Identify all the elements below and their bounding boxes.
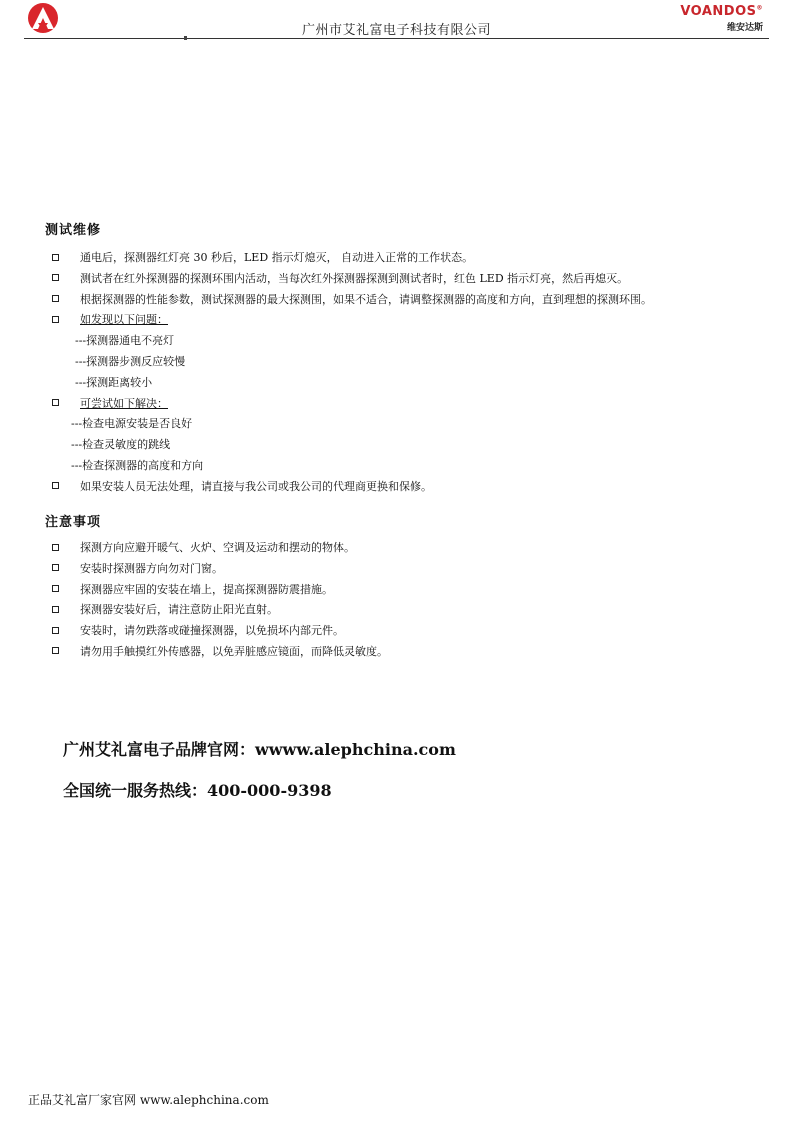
checkbox-bullet-icon bbox=[52, 606, 59, 613]
company-header-title: 广州市艾礼富电子科技有限公司 bbox=[301, 23, 491, 38]
problem-item: ---探测器通电不亮灯 bbox=[75, 334, 175, 348]
list-item: 请勿用手触摸红外传感器，以免弄脏感应镜面，而降低灵敏度。 bbox=[52, 642, 388, 663]
solution-item: ---检查探测器的高度和方向 bbox=[71, 458, 204, 472]
problem-item: ---探测器步测反应较慢 bbox=[75, 354, 186, 368]
footer-website-note: 正品艾礼富厂家官网 www.alephchina.com bbox=[28, 1093, 269, 1107]
service-hotline-line: 全国统一服务热线：400-000-9398 bbox=[63, 781, 332, 800]
checkbox-bullet-icon bbox=[52, 399, 59, 406]
solution-item: ---检查电源安装是否良好 bbox=[71, 417, 193, 431]
checkbox-bullet-icon bbox=[52, 316, 59, 323]
list-item: 如果安装人员无法处理，请直接与我公司或我公司的代理商更换和保修。 bbox=[52, 477, 652, 498]
brand-logo bbox=[680, 4, 763, 33]
checkbox-bullet-icon bbox=[52, 544, 59, 551]
list-item: 可尝试如下解决： bbox=[52, 394, 652, 415]
list-item: 探测方向应避开暖气、火炉、空调及运动和摆动的物体。 bbox=[52, 538, 388, 559]
checkbox-bullet-icon bbox=[52, 482, 59, 489]
notes-heading: 注意事项 bbox=[45, 515, 102, 530]
official-website-line: 广州艾礼富电子品牌官网：wwww.alephchina.com bbox=[63, 740, 456, 759]
list-item: 探测器安装好后，请注意防止阳光直射。 bbox=[52, 600, 388, 621]
checkbox-bullet-icon bbox=[52, 295, 59, 302]
checkbox-bullet-icon bbox=[52, 254, 59, 261]
list-item: 根据探测器的性能参数，测试探测器的最大探测围，如果不适合，请调整探测器的高度和方向，直到理想的探测环围。 bbox=[52, 290, 652, 311]
list-item: 安装时，请勿跌落或碰撞探测器，以免损坏内部元件。 bbox=[52, 621, 388, 642]
checkbox-bullet-icon bbox=[52, 274, 59, 281]
list-item: 如发现以下问题： bbox=[52, 310, 652, 331]
header-divider-mark bbox=[184, 36, 187, 40]
problem-item: ---探测距离较小 bbox=[75, 375, 153, 389]
solution-item: ---检查灵敏度的跳线 bbox=[71, 438, 171, 452]
brand-subtitle: 维安达斯 bbox=[726, 23, 763, 33]
testing-heading: 测试维修 bbox=[45, 223, 102, 238]
list-item: 安装时探测器方向勿对门窗。 bbox=[52, 559, 388, 580]
list-item: 通电后，探测器红灯亮 30 秒后，LED 指示灯熄灭， 自动进入正常的工作状态。 bbox=[52, 248, 652, 269]
checkbox-bullet-icon bbox=[52, 627, 59, 634]
checkbox-bullet-icon bbox=[52, 585, 59, 592]
notes-list bbox=[52, 538, 388, 663]
checkbox-bullet-icon bbox=[52, 564, 59, 571]
list-item: 测试者在红外探测器的探测环围内活动，当每次红外探测器探测到测试者时，红色 LED 指示灯亮，然后再熄灭。 bbox=[52, 269, 652, 290]
brand-name: VOANDOS® bbox=[680, 4, 763, 19]
checkbox-bullet-icon bbox=[52, 647, 59, 654]
testing-list bbox=[52, 248, 652, 498]
header-divider bbox=[24, 38, 769, 39]
list-item: 探测器应牢固的安装在墙上，提高探测器防震措施。 bbox=[52, 580, 388, 601]
